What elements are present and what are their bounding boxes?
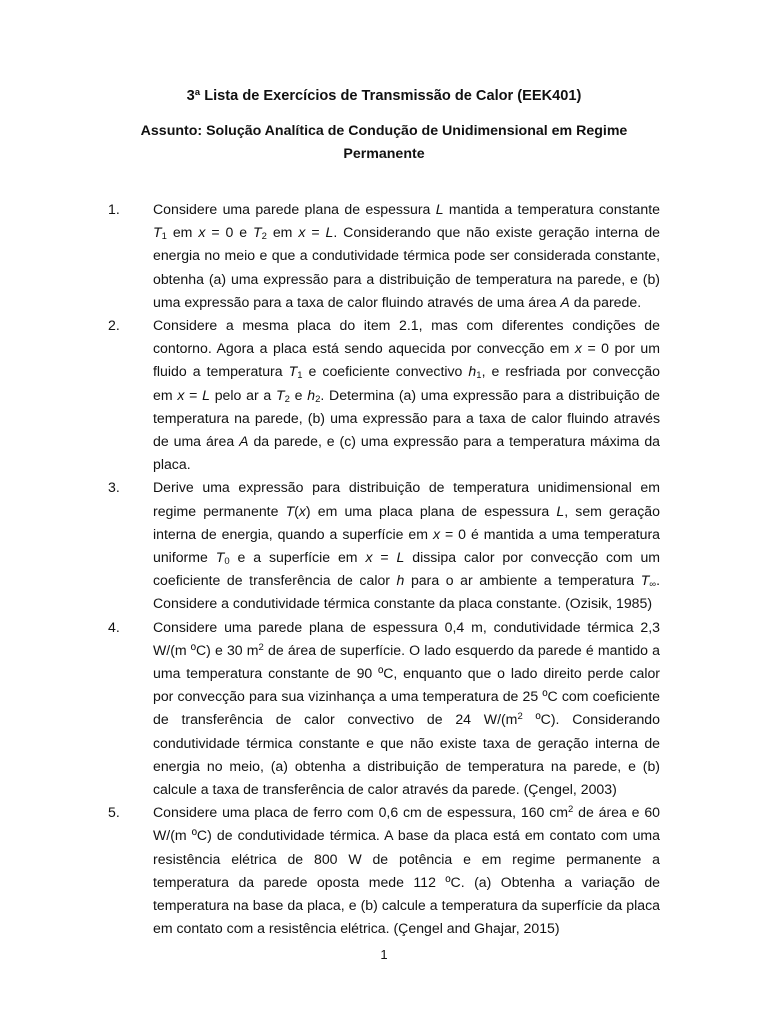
page-number: 1 (380, 947, 388, 962)
exercise-text (153, 801, 660, 940)
exercise-text-run: ) em uma placa plana de espessura (305, 502, 557, 519)
math-variable: h (307, 386, 316, 403)
math-subscript: 0 (224, 556, 230, 568)
exercise-text-run: e (289, 386, 308, 403)
math-subscript: 2 (315, 393, 321, 405)
document-title: 3ª Lista de Exercícios de Transmissão de Calor (EEK401) (186, 88, 582, 104)
exercise-text-run: em (266, 224, 299, 241)
exercise-text-run: Considere uma parede plana de espessura 0,4 m, condutividade térmica 2,3 W/(m ºC) e 30 m (153, 618, 660, 658)
exercise-item (108, 198, 660, 314)
math-variable: L (325, 224, 334, 241)
exercise-text-run: = 0 é mantida a uma temperatura uniforme (153, 525, 660, 566)
math-subscript: 1 (297, 370, 303, 382)
exercise-text-run: em (166, 224, 199, 241)
math-variable: T (253, 224, 262, 241)
math-variable: x (365, 549, 373, 566)
exercise-text-run: e coeficiente convectivo (302, 363, 469, 380)
math-subscript: ∞ (649, 579, 657, 591)
exercise-text-run: da parede, e (c) uma expressão para a temperatura máxima da placa. (153, 433, 660, 473)
exercise-text-run: = (372, 549, 397, 566)
exercise-text (153, 476, 660, 615)
math-superscript: 2 (258, 641, 264, 653)
exercise-text-run: . Considere a condutividade térmica constante da placa constante. (Ozisik, 1985) (153, 572, 660, 612)
exercise-text-run: = 0 e (205, 224, 253, 241)
exercise-item (108, 801, 660, 940)
exercise-item (108, 616, 660, 802)
exercise-text-run: mantida a temperatura constante (443, 201, 660, 217)
exercise-text (153, 198, 660, 314)
math-subscript: 2 (284, 393, 290, 405)
exercise-text-run: . Determina (a) uma expressão para a distribuição de temperatura na parede, (b) uma expressão para a taxa de calor fluindo através de uma área (153, 386, 661, 450)
document-subtitle: Assunto: Solução Analítica de Condução de Unidimensional em Regime Permanente (140, 123, 628, 162)
math-variable: T (215, 549, 225, 566)
math-variable: x (298, 224, 306, 241)
exercise-text-run: . Considerando que não existe geração interna de energia no meio e que a condutividade térmica pode ser considerada constante, obtenha (a) uma expressão para a distribuição de temperatura na parede, e (b) uma expressão para a taxa de calor fluindo através de uma área (153, 224, 660, 310)
math-variable: L (556, 502, 565, 519)
exercise-text (153, 314, 660, 476)
math-variable: x (177, 386, 185, 403)
math-variable: x (298, 502, 306, 519)
math-subscript: 1 (161, 231, 167, 243)
exercise-text-run: de área e 60 W/(m ºC) de condutividade térmica. A base da placa está em contato com uma resistência elétrica de 800 W de potência e em regime permanente a temperatura da parede oposta mede 112 ºC. (a) Obtenha a variação de temperatura na base da placa, e (b) calcule a temperatura da superfície da placa em contato com a resistência elétrica. (Çengel and Ghajar, 2015) (153, 804, 660, 937)
math-subscript: 2 (261, 231, 267, 243)
exercise-text-run: dissipa calor por convecção com um coeficiente de transferência de calor (153, 549, 661, 589)
exercise-text-run: pelo ar a (209, 386, 276, 403)
exercise-text-run: e a superfície em (229, 549, 366, 566)
exercise-text (153, 616, 660, 802)
exercise-text-run: Derive uma expressão para distribuição de temperatura unidimensional em regime permanente (153, 479, 660, 519)
math-variable: x (432, 525, 440, 542)
math-variable: L (396, 549, 405, 566)
exercise-number: 1. (108, 201, 120, 217)
math-variable: T (153, 224, 162, 241)
exercise-text-run: = (305, 224, 326, 241)
math-variable: T (285, 502, 295, 519)
exercise-text-run: Considere a mesma placa do item 2.1, mas com diferentes condições de contorno. Agora a placa está sendo aquecida por convecção em (153, 317, 660, 357)
exercise-text-run: para o ar ambiente a temperatura (404, 572, 641, 589)
math-variable: A (560, 293, 570, 310)
exercise-item (108, 476, 660, 615)
exercise-number: 4. (108, 618, 120, 635)
math-variable: T (288, 363, 298, 380)
exercise-text-run: Considere uma parede plana de espessura (153, 201, 436, 217)
exercise-number: 5. (108, 804, 120, 821)
math-superscript: 2 (517, 711, 523, 723)
math-variable: T (640, 572, 650, 589)
exercise-list (108, 198, 660, 941)
math-variable: h (396, 572, 405, 589)
exercise-text-run: ºC). Considerando condutividade térmica constante e que não existe taxa de geração interna de energia no meio, (a) obtenha a distribuição de temperatura na parede, e (b) calcule a taxa de transferência de calor através da parede. (Çengel, 2003) (153, 711, 660, 798)
exercise-number: 3. (108, 479, 120, 496)
math-superscript: 2 (568, 804, 574, 816)
math-subscript: 1 (476, 370, 482, 382)
math-variable: L (202, 386, 210, 403)
exercise-text-run: Considere uma placa de ferro com 0,6 cm de espessura, 160 cm (153, 804, 568, 821)
exercise-number: 2. (108, 317, 120, 334)
exercise-text-run: ( (294, 502, 299, 519)
math-variable: x (198, 224, 206, 241)
exercise-text-run: , sem geração interna de energia, quando a superfície em (153, 502, 660, 542)
math-variable: T (276, 386, 285, 403)
math-variable: A (239, 433, 249, 450)
math-variable: h (468, 363, 477, 380)
exercise-text-run: de área de superfície. O lado esquerdo da parede é mantido a uma temperatura constante de 90 ºC, enquanto que o lado direito perde calor por convecção para sua vizinhança a uma temperatura de 25 ºC com coeficiente de transferência de calor convectivo de 24 W/(m (153, 641, 661, 728)
exercise-text-run: , e resfriada por convecção em (153, 363, 660, 403)
math-variable: x (574, 340, 582, 357)
exercise-text-run: = (184, 386, 203, 403)
math-variable: L (435, 201, 444, 217)
exercise-text-run: da parede. (569, 293, 642, 310)
exercise-item (108, 314, 660, 476)
exercise-text-run: = 0 por um fluido a temperatura (153, 340, 661, 380)
